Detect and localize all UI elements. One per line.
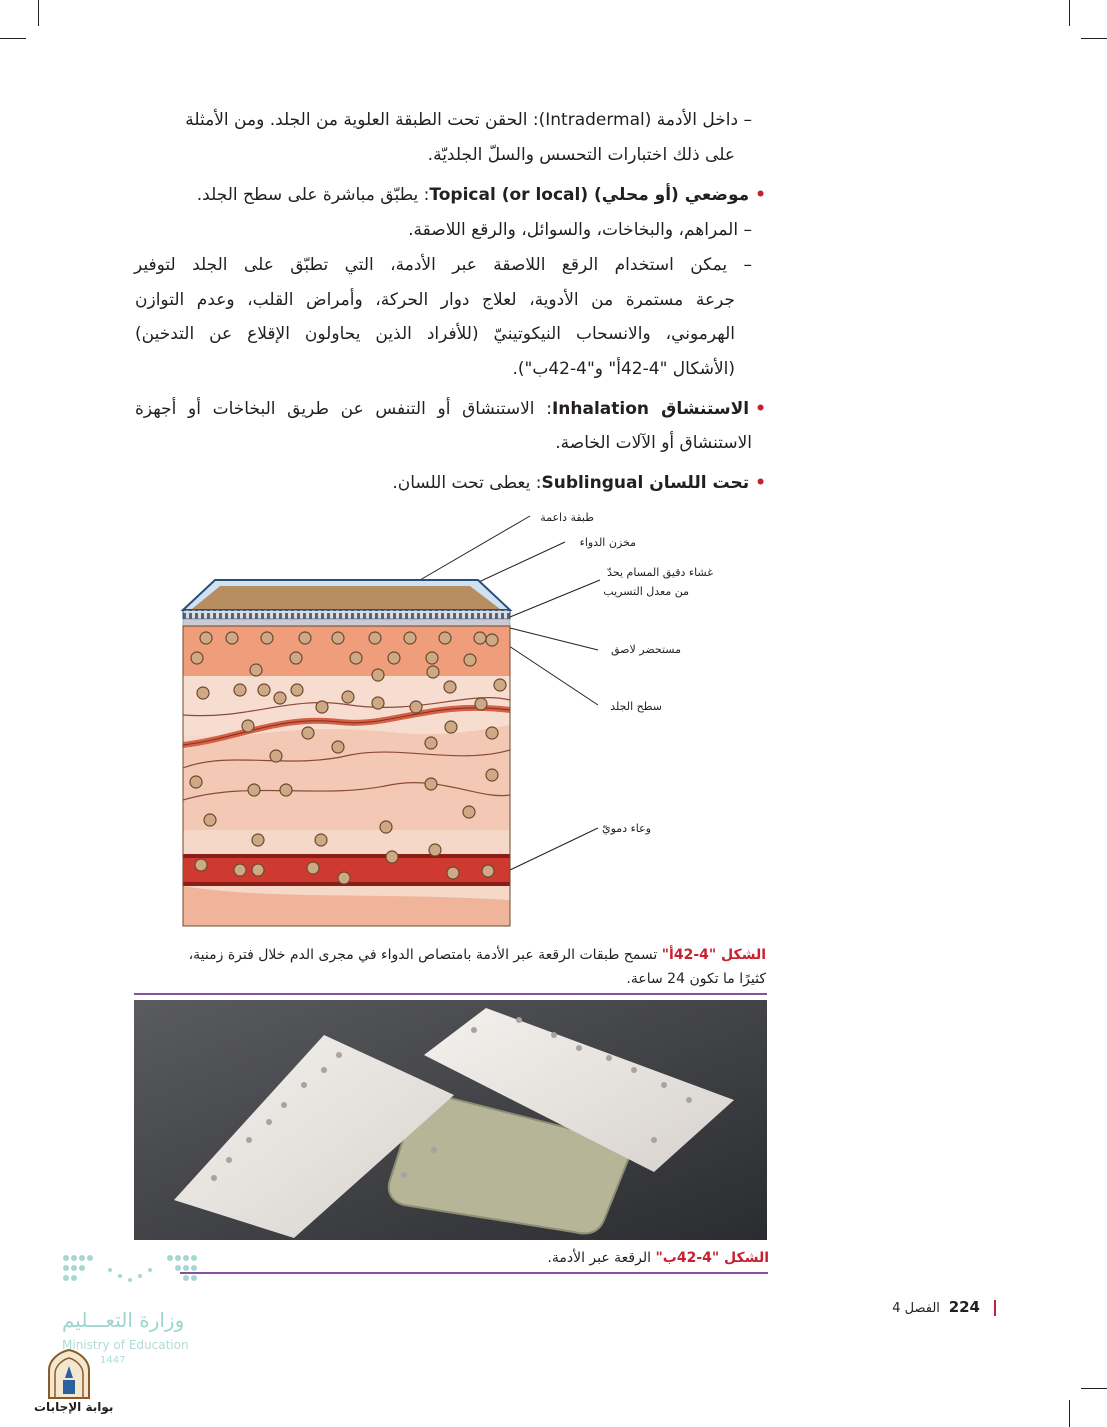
ministry-year: 1447 — [100, 1355, 126, 1366]
topical-sub-2-line-1: – يمكن استخدام الرقع اللاصقة عبر الأدمة، التي تطبّق على الجلد لتوفير — [134, 255, 752, 275]
inhalation-heading — [135, 397, 766, 421]
topical-heading — [197, 183, 766, 207]
crop-mark — [1081, 38, 1107, 39]
ministry-name-ar: وزارة التعـــليم — [62, 1308, 185, 1332]
drug-reservoir — [192, 586, 500, 609]
figure-a-caption-text: تسمح طبقات الرقعة عبر الأدمة بامتصاص الدواء في مجرى الدم خلال فترة زمنية، — [188, 947, 662, 963]
label-membrane-1: غشاء دقيق المسام يحدّ — [607, 566, 713, 579]
sublingual-term: تحت اللسان Sublingual — [541, 473, 750, 493]
chapter-label: الفصل 4 — [892, 1301, 940, 1316]
figure-a-caption-line-2: كثيرًا ما تكون 24 ساعة. — [626, 971, 766, 987]
bullet-icon: • — [755, 473, 766, 493]
bullet-icon: • — [755, 399, 766, 419]
crop-mark — [1081, 1388, 1107, 1389]
page-number: 224 — [948, 1298, 980, 1316]
topical-sub-2-line-4: (الأشكال "4-42أ" و"4-42ب"). — [512, 359, 735, 379]
label-backing-layer: طبقة داعمة — [540, 511, 594, 524]
label-adhesive: مستحضر لاصق — [610, 643, 681, 656]
topical-text: : يطبّق مباشرة على سطح الجلد. — [196, 185, 430, 205]
topical-sub-1: – المراهم، والبخاخات، والسوائل، والرقع اللاصقة. — [408, 220, 752, 240]
bullet-icon: • — [755, 185, 766, 205]
label-drug-reservoir: مخزن الدواء — [579, 536, 636, 549]
crop-mark — [0, 38, 26, 39]
ministry-logo-icon — [60, 1250, 200, 1300]
figure-b-caption — [547, 1247, 769, 1269]
transdermal-patch-photo — [134, 1000, 767, 1240]
topical-sub-2-line-3: الهرموني، والانسحاب النيكوتينيّ (للأفراد الذين يحاولون الإقلاع عن التدخين) — [135, 324, 735, 344]
page-footer — [892, 1298, 996, 1316]
figure-b-rule — [180, 1272, 768, 1274]
answers-portal-logo-icon — [45, 1348, 93, 1400]
figure-b-caption-text: الرقعة عبر الأدمة. — [547, 1250, 656, 1266]
sublingual-text: : يعطى تحت اللسان. — [392, 473, 542, 493]
inhalation-line-2: الاستنشاق أو الآلات الخاصة. — [555, 433, 752, 453]
label-membrane-2: من معدل التسريب — [603, 585, 689, 598]
intradermal-line-2: على ذلك اختبارات التحسس والسلّ الجلديّة. — [427, 145, 735, 165]
sublingual-heading — [392, 471, 766, 495]
figure-b-number: الشكل "4-42ب" — [655, 1250, 769, 1266]
label-skin-surface: سطح الجلد — [610, 700, 662, 713]
crop-mark — [1069, 1400, 1070, 1427]
topical-term: موضعي (أو محلي) (Topical (or local — [429, 185, 750, 205]
crop-mark — [1069, 0, 1070, 26]
adhesive-layer — [183, 619, 510, 626]
inhalation-term: الاستنشاق Inhalation — [551, 399, 750, 419]
label-blood-vessel: وعاء دمويّ — [602, 822, 651, 835]
figure-a-number: الشكل "4-42أ" — [661, 947, 766, 963]
intradermal-line-1: – داخل الأدمة (Intradermal): الحقن تحت الطبقة العلوية من الجلد. ومن الأمثلة — [185, 110, 752, 130]
figure-a-caption-line-1 — [189, 944, 766, 966]
footer-divider — [994, 1300, 996, 1316]
answers-portal-watermark: بوابة الإجابات — [34, 1400, 114, 1414]
figure-a-rule — [134, 993, 767, 995]
inhalation-text: : الاستنشاق أو التنفس عن طريق البخاخات أو أجهزة — [135, 399, 552, 419]
microporous-membrane — [183, 610, 510, 619]
crop-mark — [38, 0, 39, 26]
ministry-name-en: Ministry of Education — [62, 1338, 189, 1352]
topical-sub-2-line-2: جرعة مستمرة من الأدوية، لعلاج دوار الحركة، وأمراض القلب، وعدم التوازن — [135, 290, 735, 310]
